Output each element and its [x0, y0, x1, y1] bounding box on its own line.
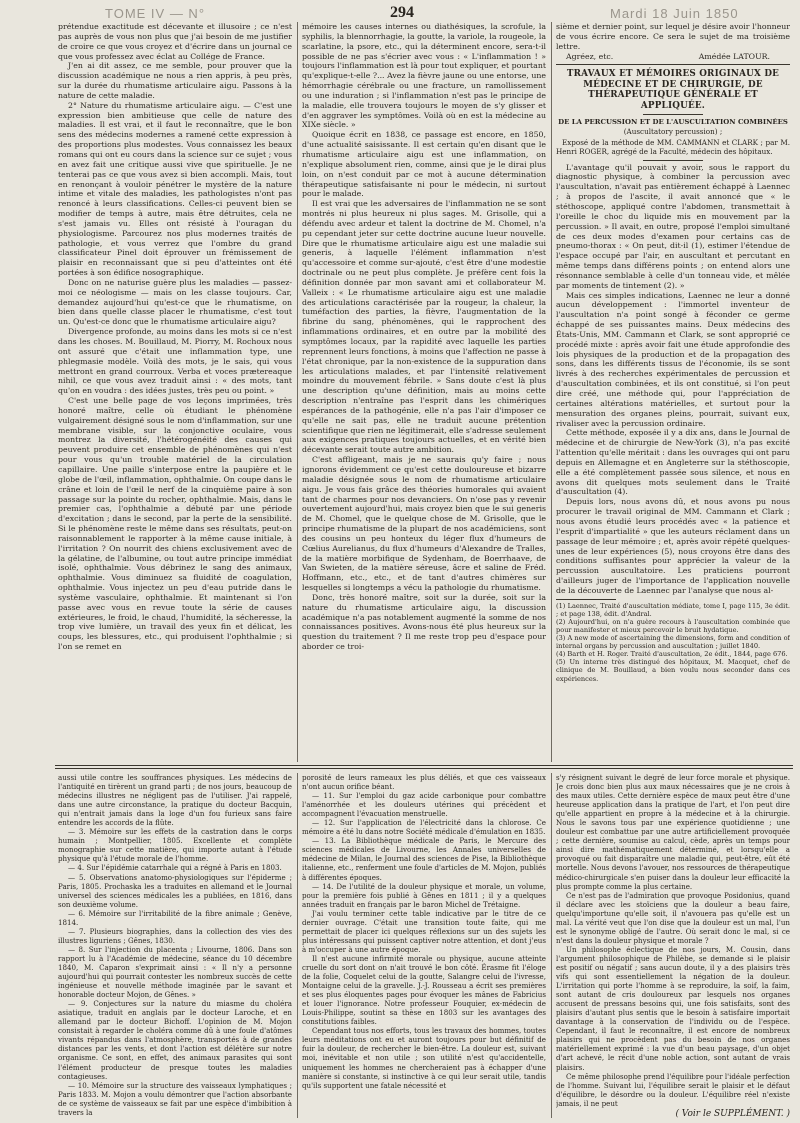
section-title: TRAVAUX ET MÉMOIRES ORIGINAUX DE MÉDECINE ET DE CHIRURGIE, DE THÉRAPEUTIQUE GÉNÉRALE ET APPLIQUÉE.	[566, 69, 780, 111]
paragraph: s'y résignent suivant le degré de leur force morale et physique. Je crois donc bien plus aux maux nécessaires que je ne crois à des maux utiles. Cette dernière espèce de maux peut être d'une heureuse application dans la pratique de l'art, et l'on peut dire qu'elle appartient en propre à la médecine et à la chirurgie. Nous le savons tous par une expérience quotidienne ; une douleur est combattue par une autre artificiellement provoquée ; cette dernière, soumise au calcul, cède, après un temps pour ainsi dire mathématiquement déterminé, et lorsqu'elle a provoqué ou fait disparaître une maladie qui, peut-être, eût été mortelle. Nous devons l'avouer, nos ressources de thérapeutique médico-chirurgicale s'en puiser dans la douleur leur efficacité la plus prompte comme la plus certaine.	[556, 773, 790, 891]
footnote: (4) Barth et H. Roger. Traité d'auscultation, 2e édit., 1844, page 676.	[556, 650, 788, 659]
paragraph: porosité de leurs rameaux les plus déliés, et que ces vaisseaux n'ont aucun orifice béant.	[302, 773, 546, 792]
paragraph: C'est une belle page de vos leçons imprimées, très honoré maître, celle où étudiant le phénomène vulgairement désigné sous le nom d'inflammation, sur une membrane visible, sur la conjonctive oculaire, vous montrez la diversité, l'hétérogénéité des causes qui peuvent produire cet ensemble de phénomènes qui n'est pour vous qu'un trouble matériel de la circulation capillaire. Une paille s'interpose entre la paupière et le globe de l'œil, inflammation, ophthalmie. On coupe dans le crâne et loin de l'œil le nerf de la cinquième paire à son passage sur la pointe du rocher, ophthalmie. Mais, dans le premier cas, l'ophthalmie a débuté par une période d'excitation ; dans le second, par la perte de la sensibilité. Si le phénomène reste le même dans ses résultats, peut-on raisonnablement le rapporter à la même cause initiale, à l'irritation ? On nourrit des chiens exclusivement avec de la gélatine, de l'albumine, ou tout autre principe immédiat isolé, ophthalmie. Vous débrinez le sang des animaux, ophthalmie. Vous diminuez sa fluidité de coagulation, ophthalmie. Vous injectez un peu d'eau putride dans le système vasculaire, ophthalmie. Et maintenant si l'on passe avec vous en revue toute la série de causes extérieures, le froid, le chaud, l'humidité, la sécheresse, la trop vive lumière, un travail des yeux fin et délicat, les coups, les blessures, etc., qui produisent l'ophthalmie ; si l'on se remet en	[58, 396, 292, 652]
paragraph: Cependant tous nos efforts, tous les travaux des hommes, toutes leurs méditations ont eu et auront toujours pour but définitif de fuir la douleur, de rechercher le bien-être. La douleur est, suivant moi, inévitable et non utile ; son utilité n'est qu'accidentelle, uniquement les hommes ne chercheraient pas à échapper d'une manière si constante, si instinctive à ce qui leur serait utile, tandis qu'ils supportent une fatale nécessité et	[302, 1026, 546, 1090]
paragraph: Depuis lors, nous avons dû, et nous avons pu nous procurer le travail original de MM. Cammann et Clark ; nous avons étudié leurs procédés avec « la patience et l'esprit d'impartialité » que les auteurs réclament dans un passage de leur mémoire ; et, après avoir répété quelques-unes de leur expériences (5), nous croyons être dans des conditions suffisantes pour apprécier la valeur de la percussion auscultatoire. Les praticiens pourront d'ailleurs juger de l'importance de l'application nouvelle de la découverte de Laennec par l'analyse que nous al-	[556, 497, 790, 595]
paragraph: Divergence profonde, au moins dans les mots si ce n'est dans les choses. M. Bouillaud, M. Piorry, M. Rochoux nous ont assuré que c'était une inflammation type, une phlegmasie modèle. Voilà des mots, je le sais, qui vous mettront en grand courroux. Verba et voces prætereaque nihil, ce que vous avez traduit ainsi : « des mots, tant qu'on en voudra : des idées justes, très peu ou point. »	[58, 327, 292, 396]
paragraph: — 11. Sur l'emploi du gaz acide carbonique pour combattre l'aménorrhée et les douleurs utérines qui précèdent et accompagnent l'évacuation menstruelle.	[302, 791, 546, 819]
paragraph: — 3. Mémoire sur les effets de la castration dans le corps humain ; Montpellier, 1805. Excellente et complète monographie sur cette matière, qui importe autant à l'étude physique qu'à l'étude morale de l'homme.	[58, 827, 292, 864]
column-divider	[551, 22, 552, 762]
paragraph: C'est affligeant, mais je ne saurais qu'y faire ; nous ignorons évidemment ce qu'est cette douloureuse et bizarre maladie désignée sous le nom de rhumatisme articulaire aigu. Je vous fais grâce des théories humorales qui avaient tant de charmes pour nos devanciers. On n'ose pas y revenir ouvertement aujourd'hui, mais croyez bien que le sui generis de M. Chomel, que le quelque chose de M. Grisolle, que le principe rhumatisme de la plupart de nos académiciens, sont des cousins un peu honteux du léger flux d'humeurs de Cœlius Aurelianus, du flux d'humeurs d'Alexandre de Tralles, de la matière morbifique de Sydenham, de Boerrhaave, de Van Swieten, de la matière séreuse, âcre et saline de Fréd. Hoffmann, etc., etc., et de tant d'autres chimères sur lesquelles si longtemps a vécu la pathologie du rhumatisme.	[302, 455, 546, 593]
paragraph: — 12. Sur l'application de l'électricité dans la chlorose. Ce mémoire a été lu dans notre Société médicale d'émulation en 1835.	[302, 818, 546, 837]
feuilleton-rule	[55, 768, 793, 769]
section-rule	[556, 64, 790, 65]
paragraph: — 7. Plusieurs biographies, dans la collection des vies des illustres liguriens ; Gênes, 1830.	[58, 926, 292, 945]
article-title: DE LA PERCUSSION ET DE L'AUSCULTATION COMBINÉES	[558, 118, 788, 126]
feuilleton-column-2	[302, 773, 546, 1118]
paragraph: Un philosophe éclectique de nos jours, M. Cousin, dans l'argument philosophique de Philèbe, se demande si le plaisir est positif ou négatif ; sans aucun doute, il y a des plaisirs très vifs qui sont essentiellement la négation de la douleur. L'irritation qui porte l'homme à se reproduire, la soif, la faim, sont autant de cris douloureux par lesquels nos organes accusent de pressans besoins qui, une fois satisfaits, sont des plaisirs d'autant plus sentis que le besoin à satisfaire importait davantage à la conservation de l'individu ou de l'espèce. Cependant, il faut le reconnaître, il est encore de nombreux plaisirs qui ne procèdent pas du besoin de nos organes matériellement exprimé : la vue d'un beau paysage, d'un objet d'art achevé, le récit d'une noble action, sont autant de vrais plaisirs.	[556, 944, 790, 1072]
column-1	[58, 22, 292, 760]
paragraph: Ce même philosophe prend l'équilibre pour l'idéale perfection de l'homme. Suivant lui, l'équilibre serait le plaisir et le défaut d'équilibre, le désordre ou la douleur. L'équilibre réel n'existe jamais, il ne peut	[556, 1071, 790, 1108]
footnote-rule	[556, 599, 616, 600]
paragraph: Il n'est aucune infirmité morale ou physique, aucune atteinte cruelle du sort dont on n'ait trouvé le bon côté. Érasme fit l'éloge de la folie, Coquelet celui de la goutte, Salangre celui de l'ivresse, Montaigne celui de la gravelle. J.-J. Rousseau a écrit ses premières et ses plus éloquentes pages pour évoquer les mânes de Fabricius et louer l'ignorance. Notre professeur Fouquier, ex-médecin de Louis-Philippe, soutint sa thèse en 1803 sur les avantages des constitutions faibles.	[302, 953, 546, 1027]
footnote: (5) Un interne très distingué des hôpitaux, M. Macquet, chef de clinique de M. Bouillaud, a bien voulu nous seconder dans ces expériences.	[556, 658, 790, 683]
footnotes	[556, 599, 790, 683]
paragraph: — 4. Sur l'épidémie catarrhale qui a régné à Paris en 1803.	[68, 863, 282, 873]
paragraph: Donc on ne naturise guère plus les maladies — passez-moi ce néologisme — mais on les classe toujours. Car, demandez aujourd'hui qu'est-ce que le rhumatisme, on bien dans quelle classe placer le rhumatisme, c'est tout un. Qu'est-ce donc que le rhumatisme articulaire aigu?	[58, 277, 292, 327]
paragraph: — 10. Mémoire sur la structure des vaisseaux lymphatiques ; Paris 1833. M. Mojon a voulu démontrer que l'action absorbante de ce système de vaisseaux se fait par une espèce d'imbibition à travers la	[58, 1080, 292, 1117]
section-rule	[643, 114, 703, 115]
paragraph: aussi utile contre les souffrances physiques. Les médecins de l'antiquité en tirèrent un grand parti ; de nos jours, beaucoup de médecins illustres ne négligent pas de l'utiliser. J'ai rappelé, dans une autre circonstance, la pratique du docteur Bacquin, qui n'entrait jamais dans la loge d'un fou furieux sans faire entendre les accords de la flûte.	[58, 773, 292, 828]
paragraph: J'en ai dit assez, ce me semble, pour prouver que la discussion académique ne nous a rien appris, à peu près, sur la durée du rhumatisme articulaire aigu. Passons à la nature de cette maladie.	[58, 61, 292, 100]
footnote: (1) Laennec, Traité d'auscultation médiate, tome I, page 115, 3e édit. ; et page 138, édit. d'Andral.	[556, 601, 790, 618]
section-rule	[643, 160, 703, 161]
paragraph: Donc, très honoré maître, soit sur la durée, soit sur la nature du rhumatisme articulaire aigu, la discussion académique n'a pas notablement augmenté la somme de nos connaissances positives. Avons-nous été plus heureux sur la question du traitement ? Il me reste trop peu d'espace pour aborder ce troi-	[302, 592, 546, 652]
feuilleton-column-1	[58, 773, 292, 1118]
paragraph: Il est vrai que les adversaires de l'inflammation ne se sont montrés ni plus heureux ni plus sages. M. Grisolle, qui a défendu avec ardeur et talent la doctrine de M. Chomel, n'a pu cependant jeter sur cette doctrine aucune lueur nouvelle. Dire que le rhumatisme articulaire aigu est une maladie sui generis, à laquelle l'élément inflammation n'est qu'accessoire et comme sur-ajouté, c'est être d'une modestie doctrinale ou ne peut plus complète. Je préfère cent fois la définition donnée par mon savant ami et collaborateur M. Valleix : « Le rhumatisme articulaire aigu est une maladie des articulations caractérisée par la rougeur, la chaleur, la tuméfaction des parties, la fièvre, l'augmentation de la fibrine du sang, phénomènes, qui le rapprochent des inflammations ordinaires, et en outre par la mobilité des symptômes locaux, par la rapidité avec laquelle les parties reprennent leurs fonctions, à moins que l'affection ne passe à l'état chronique, par la non-existence de la suppuration dans les articulations malades, et par l'intensité relativement moindre du mouvement fébrile. » Sans doute c'est là plus une description qu'une définition, mais au moins cette description n'entraîne pas l'esprit dans les chimériques espérances de la pathogénie, elle n'a pas l'air d'imposer ce qu'elle ne sait pas, elle ne traduit aucune prétention scientifique que rien ne légitimerait, elle s'adresse seulement aux exigences pratiques toujours actuelles, et en vérité bien décevante serait toute autre ambition.	[302, 199, 546, 455]
letter-closing	[556, 52, 790, 62]
bleed-through-header-right: Mardi 18 Juin 1850	[610, 6, 739, 21]
column-3	[556, 22, 790, 760]
paragraph: L'avantage qu'il pouvait y avoir, sous le rapport du diagnostic physique, à combiner la percussion avec l'auscultation, n'avait pas entièrement échappé à Laennec ; à propos de l'ascite, il avait annoncé que « le stéthoscope, appliqué contre l'abdomen, transmettait à l'oreille le choc du liquide mis en mouvement par la percussion. » Il avait, en outre, proposé l'emploi simultané de ces deux modes d'examen pour certains cas de pneumo-thorax : « On peut, dit-il (1), estimer l'étendue de l'espace occupé par l'air, en auscultant et percutant en même temps dans différens points ; on entend alors une résonnance semblable à celle d'un tonneau vide, et mêlée par moments de tintement (2). »	[556, 162, 790, 290]
paragraph: sième et dernier point, sur lequel je désire avoir l'honneur de vous écrire encore. Ce sera le sujet de ma troisième lettre.	[556, 22, 790, 51]
paragraph: Ce n'est pas de l'admiration que provoque Posidonius, quand il déclare avec les stoïciens que la douleur a beau faire, quelqu'importune qu'elle soit, il n'avouera pas qu'elle est un mal. La vérité veut que l'on dise que la douleur est un mal, l'un est le synonyme obligé de l'autre. Où serait donc le mal, si ce n'est dans la douleur physique et morale ?	[556, 890, 790, 945]
continuation-notice: ( Voir le SUPPLÉMENT. )	[675, 1108, 790, 1118]
footnote: (2) Aujourd'hui, on n'a guère recours à l'auscultation combinée que pour manifester et mieux percevoir le bruit hydatique.	[556, 617, 790, 634]
author-signature: Amédée LATOUR.	[698, 51, 770, 61]
feuilleton-rule	[55, 765, 793, 766]
paragraph: Mais ces simples indications, Laennec ne leur a donné aucun développement : l'immortel inventeur de l'auscultation n'a point songé à féconder ce germe échappé de ses puissantes mains. Deux médecins des États-Unis, MM. Cammann et Clark, se sont approprié ce procédé mixte : après avoir fait une étude approfondie des lois physiques de la production et de la propagation des sons, dans les différents tissus de l'économie, ils se sont livrés à des recherches expérimentales de percussion et d'auscultation combinées, et ils ont constitué, si l'on peut dire créé, une méthode qui, pour l'appréciation de certaines altérations matérielles, et surtout pour la mensuration des organes pleins, pourrait, suivant eux, rivaliser avec la percussion ordinaire.	[556, 290, 790, 428]
paragraph: Cette méthode, exposée il y a dix ans, dans le Journal de médecine et de chirurgie de New-York (3), n'a pas excité l'attention qu'elle méritait : dans les ouvrages qui ont paru depuis en Allemagne et en Angleterre sur la stéthoscopie, elle a été complètement passée sous silence, et nous en avons dit quelques mots seulement dans le Traité d'auscultation (4).	[556, 428, 790, 497]
paragraph: — 8. Sur l'injection du placenta ; Livourne, 1806. Dans son rapport lu à l'Académie de médecine, séance du 10 décembre 1840, M. Caparon s'exprimait ainsi : « Il n'y a personne aujourd'hui qui pourrait contester les nombreux succès de cette ingénieuse et nouvelle méthode imaginée par le savant et honorable docteur Mojon, de Gênes. »	[58, 944, 292, 1000]
paragraph: J'ai voulu terminer cette table indicative par le titre de ce dernier ouvrage. C'était une transition toute faite, qui me permettait de placer ici quelques réflexions sur un des sujets les plus intéressans qui puissent captiver notre attention, et dont j'eus à m'occuper à une autre époque.	[302, 908, 546, 954]
article-subtitle: (Auscultatory percussion) ;	[623, 127, 723, 136]
paragraph: mémoire les causes internes ou diathésiques, la scrofule, la syphilis, la blennorrhagie, la goutte, la variole, la rougeole, la scarlatine, la psore, etc., qui la déterminent encore, sera-t-il possible de ne pas s'écrier avec vous : « L'inflammation ! » toujours l'inflammation est là pour tout expliquer, et pourtant qu'explique-t-elle ?... Avez la fièvre jaune ou une entorse, une hémorrhagie cérébrale ou une fracture, un ramollissement ou une induration ; si l'inflammation n'est pas le principe de la maladie, elle trouvera toujours le moyen de s'y glisser et d'en aggraver les symptômes. Voilà où en est la médecine au XIXe siècle. »	[302, 22, 546, 130]
column-divider	[297, 773, 298, 1118]
column-divider	[297, 22, 298, 762]
footnote: (3) A new mode of ascertaining the dimensions, form and condition of internal organs by percussion and auscultation ; juillet 1840.	[556, 634, 790, 651]
column-divider	[551, 773, 552, 1118]
paragraph: Quoique écrit en 1838, ce passage est encore, en 1850, d'une actualité saisissante. Il est certain qu'en disant que le rhumatisme articulaire aigu est une inflammation, on n'explique absolument rien, comme, ainsi que je le dirai plus loin, on n'est conduit par ce mot à aucune détermination thérapeutique satisfaisante ni pour le médecin, ni surtout pour le malade.	[302, 130, 546, 199]
column-2	[302, 22, 546, 760]
paragraph: — 14. De l'utilité de la douleur physique et morale, un volume, pour la première fois publié à Gênes en 1811 ; il y a quelques années traduit en français par le baron Michel de Trétaigne.	[302, 881, 546, 909]
paragraph: — 5. Observations anatomo-physiologiques sur l'épiderme ; Paris, 1805. Prochaska les a traduites en allemand et le Journal universel des sciences médicales les a publiées, en 1816, dans son deuxième volume.	[58, 872, 292, 909]
feuilleton-column-3	[556, 773, 790, 1118]
article-byline: Exposé de la méthode de MM. CAMMANN et CLARK ; par M. Henri ROGER, agrégé de la Faculté, médecin des hôpitaux.	[556, 138, 790, 156]
paragraph: — 9. Conjectures sur la nature du miasme du choléra asiatique, traduit en anglais par le docteur Laroche, et en allemand par le docteur Bichoff. L'opinion de M. Mojon consistait à regarder le choléra comme dû à une foule d'atômes vivants répandus dans l'atmosphère, transportés à de grandes distances par les vents, et dont l'action est délétère sur notre organisme. Ce sont, en effet, des animaux parasites qui sont l'élément producteur de presque toutes les maladies contagieuses.	[58, 999, 292, 1081]
bleed-through-header-left: TOME IV — N°	[105, 6, 206, 21]
paragraph: 2° Nature du rhumatisme articulaire aigu. — C'est une expression bien ambitieuse que celle de nature des maladies. Il est vrai, et il faut le reconnaître, que le bon sens des médecins modernes a ramené cette expression à des proportions plus modestes. Vous connaissez les beaux romans qui ont eu cours dans la science sur ce sujet ; vous en avez fait une critique aussi vive que spirituelle. Je ne tenterai pas ce que vous avez si bien accompli. Mais, tout en renonçant à vouloir pénétrer le mystère de la nature intime et vitale des maladies, les pathologistes n'ont pas renoncé à leurs classifications. Celles-ci peuvent bien se modifier de temps à autre, mais être détruites, cela ne s'est jamais vu. Elles ont résisté à l'ouragan du physiologisme. Parcourez nos plus modernes traités de pathologie, et vous verrez que l'ombre du grand classificateur Pinel doit éprouver un frémissement de plaisir en reconnaissant que si peu d'atteintes ont été portées à son édifice nosographique.	[58, 100, 292, 278]
page-number: 294	[390, 4, 414, 21]
paragraph: — 13. La Bibliothèque médicale de Paris, le Mercure des sciences médicales de Livourne, les Annales universelles de médecine de Milan, le Journal des sciences de Pise, la Bibliothèque italienne, etc., renferment une foule d'articles de M. Mojon, publiés à différentes époques.	[302, 836, 546, 882]
paragraph: — 6. Mémoire sur l'irritabilité de la fibre animale ; Genève, 1814.	[58, 908, 292, 927]
closing-salutation: Agréez, etc.	[566, 51, 614, 61]
paragraph: prétendue exactitude est décevante et illusoire ; ce n'est pas auprès de vous non plus que j'ai besoin de me justifier de croire ce que vous croyez et d'écrire dans un journal ce que vous professez avec éclat au Collége de France.	[58, 22, 292, 61]
